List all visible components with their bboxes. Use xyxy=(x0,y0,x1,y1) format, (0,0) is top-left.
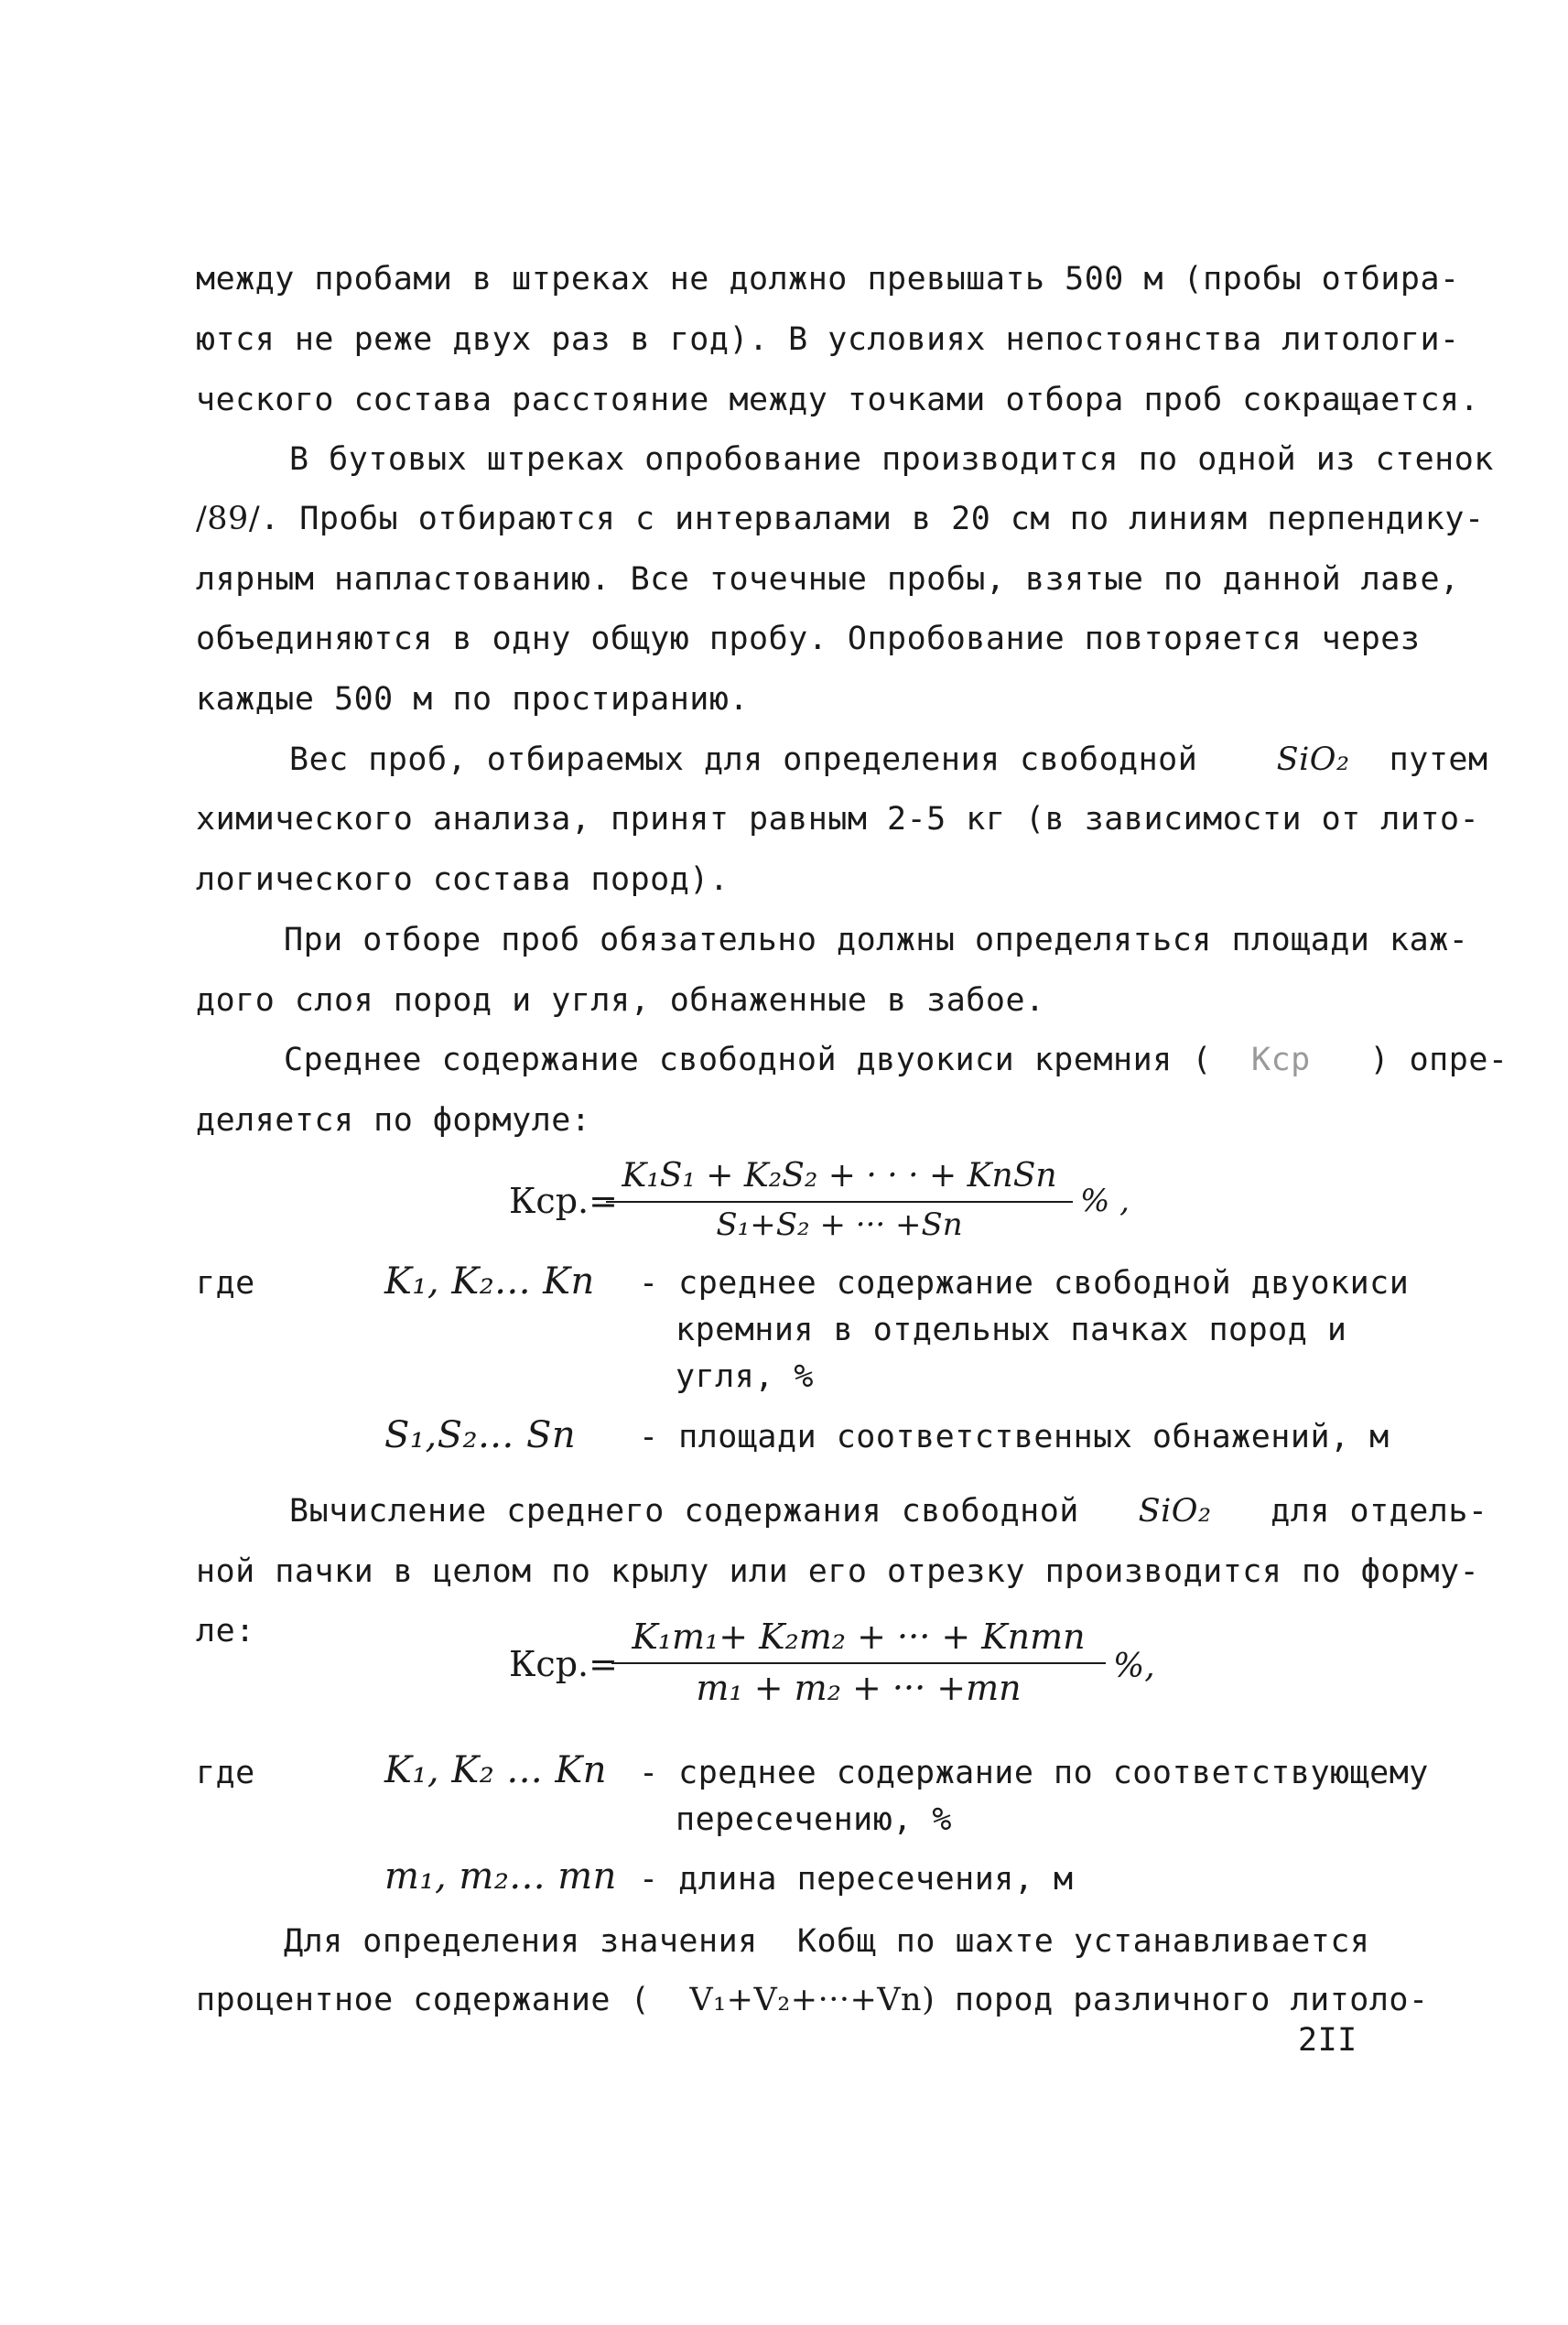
s-symbols: S₁,S₂... Sn xyxy=(384,1414,577,1456)
formula-kcp-area xyxy=(509,1155,1168,1247)
paragraph5-line1 xyxy=(284,1044,1508,1076)
paragraph6-line3: ле: xyxy=(196,1613,255,1649)
formula1-numerator: K₁S₁ + K₂S₂ + · · · + KnSn xyxy=(622,1157,1057,1195)
formula1-denominator: S₁+S₂ + ··· +Sn xyxy=(716,1206,963,1243)
kobsh-symbol: Кобщ xyxy=(796,1923,877,1960)
kcp-symbol: Кср xyxy=(1251,1042,1311,1078)
paragraph6-line1-b: для отдель- xyxy=(1271,1493,1488,1530)
sio2-symbol-2: SiO₂ xyxy=(1138,1493,1212,1530)
paragraph3-line2: химического анализа, принят равным 2-5 кг (в зависимости от лито- xyxy=(196,801,1480,838)
paragraph7-line2-b: пород различного литоло- xyxy=(954,1982,1429,2018)
formula2-numerator: K₁m₁+ K₂m₂ + ··· + Knmn xyxy=(632,1617,1086,1657)
paragraph6-line1-a: Вычисление среднего содержания свободной xyxy=(289,1493,1079,1530)
where-label-1: где xyxy=(196,1265,255,1302)
paragraph1-line3: ческого состава расстояние между точками отбора проб сокращается. xyxy=(196,382,1480,418)
formula2-suffix: %, xyxy=(1113,1648,1155,1685)
page-number: 2II xyxy=(1298,2022,1357,2059)
paragraph3-line1-b: путем xyxy=(1389,741,1488,778)
definition1-desc-line1: - среднее содержание свободной двуокиси xyxy=(639,1265,1410,1302)
reference-89: /89/ xyxy=(196,501,261,537)
definition2-desc: - площади соответственных обнажений, м xyxy=(639,1419,1390,1455)
paragraph1-line2: ются не реже двух раз в год). В условиях непостоянства литологи- xyxy=(196,321,1460,358)
formula1-lhs: Кср.= xyxy=(509,1181,618,1221)
paragraph5-line1-b: ) опре- xyxy=(1369,1042,1509,1078)
paragraph6-line1 xyxy=(289,1493,1488,1530)
formula1-fraction-bar xyxy=(606,1201,1073,1203)
v-expression: V₁+V₂+···+Vn) xyxy=(689,1982,935,2018)
paragraph7-line1-a: Для определения значения xyxy=(284,1923,758,1960)
paragraph7-line2-a: процентное содержание ( xyxy=(196,1982,651,2018)
formula2-fraction-bar xyxy=(611,1662,1106,1664)
definition1-desc-line3: угля, % xyxy=(676,1358,815,1395)
paragraph1-line1: между пробами в штреках не должно превышать 500 м (пробы отбира- xyxy=(196,261,1460,297)
paragraph2-line3: лярным напластованию. Все точечные пробы, взятые по данной лаве, xyxy=(196,561,1460,598)
paragraph7-line1-b: по шахте устанавливается xyxy=(895,1923,1370,1960)
formula2-lhs: Кср.= xyxy=(509,1644,618,1684)
paragraph7-line1 xyxy=(284,1923,1370,1960)
paragraph3-line1 xyxy=(289,741,1488,778)
paragraph4-line1: При отборе проб обязательно должны определяться площади каж- xyxy=(284,922,1469,958)
paragraph2-line5: каждые 500 м по простиранию. xyxy=(196,681,750,718)
paragraph5-line1-a: Среднее содержание свободной двуокиси кремния ( xyxy=(284,1042,1212,1078)
definition4-desc: - длина пересечения, м xyxy=(639,1861,1074,1898)
where-label-2: где xyxy=(196,1755,255,1791)
formula2-fraction xyxy=(611,1613,1106,1714)
definition3-desc-line1: - среднее содержание по соответствующему xyxy=(639,1755,1429,1791)
paragraph3-line1-a: Вес проб, отбираемых для определения свободной xyxy=(289,741,1198,778)
formula2-denominator: m₁ + m₂ + ··· +mn xyxy=(696,1668,1022,1708)
paragraph6-line2: ной пачки в целом по крылу или его отрезку производится по форму- xyxy=(196,1553,1480,1590)
paragraph2-line2-rest: . Пробы отбираются с интервалами в 20 см по линиям перпендику- xyxy=(260,501,1485,537)
definition1-desc-line2: кремния в отдельных пачках пород и xyxy=(676,1312,1347,1348)
definition3-desc-line2: пересечению, % xyxy=(676,1801,953,1838)
paragraph3-line3: логического состава пород). xyxy=(196,861,730,898)
sio2-symbol: SiO₂ xyxy=(1276,741,1350,778)
m-symbols: m₁, m₂... mn xyxy=(384,1855,617,1898)
paragraph2-line1: В бутовых штреках опробование производится по одной из стенок xyxy=(289,441,1494,478)
formula1-fraction xyxy=(606,1155,1073,1247)
k-symbols-2: K₁, K₂ ... Kn xyxy=(384,1749,607,1791)
paragraph4-line2: дого слоя пород и угля, обнаженные в забое. xyxy=(196,982,1045,1019)
formula1-suffix: % , xyxy=(1080,1183,1130,1219)
paragraph7-line2 xyxy=(196,1984,1429,2017)
paragraph2-line2 xyxy=(196,503,1485,535)
paragraph5-line2: деляется по формуле: xyxy=(196,1102,591,1139)
paragraph2-line4: объединяются в одну общую пробу. Опробование повторяется через xyxy=(196,621,1421,657)
formula-kcp-thickness-area xyxy=(509,1613,1186,1714)
k-symbols-1: K₁, K₂... Kn xyxy=(384,1260,595,1303)
